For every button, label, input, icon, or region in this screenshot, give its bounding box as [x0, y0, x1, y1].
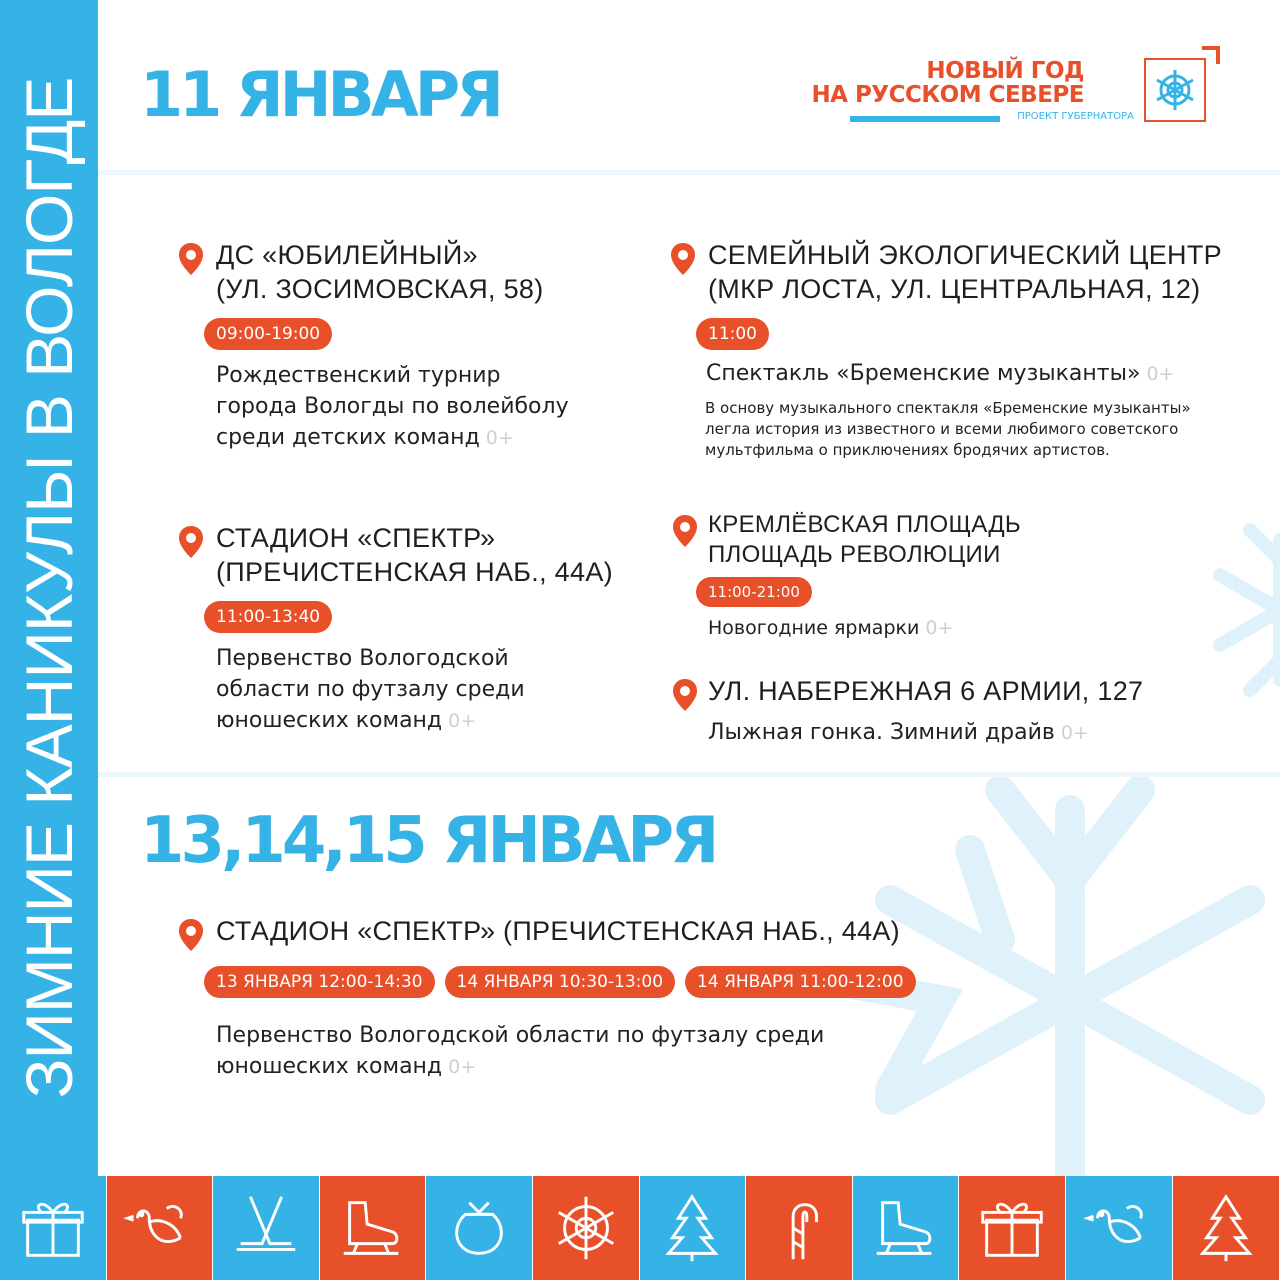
venue-line1: КРЕМЛЁВСКАЯ ПЛОЩАДЬ	[708, 511, 1021, 538]
time-badge: 11:00-21:00	[696, 577, 812, 607]
location-pin-icon	[178, 242, 204, 276]
event-title	[216, 643, 525, 737]
description-line: В основу музыкального спектакля «Бременские музыканты»	[705, 399, 1191, 417]
event-eco-center	[670, 238, 1270, 468]
event-title-line: юношеских команд	[216, 1054, 443, 1079]
location-pin-icon	[670, 242, 696, 276]
venue-name	[708, 674, 1143, 708]
time-badge: 11:00-13:40	[204, 601, 332, 633]
event-title	[216, 360, 569, 454]
event-spektr	[178, 521, 638, 741]
skate-icon	[853, 1176, 960, 1280]
event-title	[706, 358, 1174, 390]
bird-icon	[107, 1176, 214, 1280]
venue-line2: (ПРЕЧИСТЕНСКАЯ НАБ., 44А)	[216, 557, 613, 587]
candy-cane-icon	[746, 1176, 853, 1280]
venue-line1: ДС «ЮБИЛЕЙНЫЙ»	[216, 240, 478, 270]
event-kremlin-square	[672, 510, 1172, 650]
logo-line1: НОВЫЙ ГОД	[926, 58, 1084, 84]
logo-snowflake-icon	[1144, 58, 1206, 122]
snowflake-decoration-icon	[1170, 520, 1280, 700]
venue-line1: СТАДИОН «СПЕКТР»	[216, 523, 496, 553]
divider-top	[98, 170, 1280, 175]
skate-icon	[320, 1176, 427, 1280]
venue-line1: УЛ. НАБЕРЕЖНАЯ 6 АРМИИ, 127	[708, 676, 1144, 706]
description-line: легла история из известного и всеми любимого советского	[705, 420, 1179, 438]
event-title-line: Первенство Вологодской	[216, 646, 509, 671]
event-title-text: Новогодние ярмарки	[708, 617, 920, 639]
fir-tree-icon	[1173, 1176, 1280, 1280]
location-pin-icon	[672, 678, 698, 712]
event-description	[705, 398, 1191, 461]
location-pin-icon	[178, 525, 204, 559]
event-title	[708, 613, 953, 644]
logo-subtitle: ПРОЕКТ ГУБЕРНАТОРА	[1017, 111, 1134, 122]
footer-icon-strip	[0, 1176, 1280, 1280]
day-title-11: 11 ЯНВАРЯ	[140, 58, 500, 131]
event-title-line: Рождественский турнир	[216, 363, 501, 388]
gift-icon	[0, 1176, 107, 1280]
venue-line1: СТАДИОН «СПЕКТР» (ПРЕЧИСТЕНСКАЯ НАБ., 44А)	[216, 916, 900, 946]
bag-icon	[426, 1176, 533, 1280]
event-title	[708, 717, 1089, 749]
venue-line2: (УЛ. ЗОСИМОВСКАЯ, 58)	[216, 274, 544, 304]
location-pin-icon	[672, 514, 698, 548]
logo	[811, 44, 1226, 132]
time-badge: 09:00-19:00	[204, 318, 332, 350]
venue-line2: ПЛОЩАДЬ РЕВОЛЮЦИИ	[708, 541, 1001, 568]
event-spektr-multiday	[178, 914, 1078, 1094]
venue-name	[708, 510, 1021, 570]
age-rating: 0+	[1060, 722, 1089, 744]
event-title-line: среди детских команд	[216, 425, 480, 450]
time-badge: 11:00	[696, 318, 769, 350]
bird-icon	[1066, 1176, 1173, 1280]
venue-name	[708, 238, 1222, 306]
venue-line2: (МКР ЛОСТА, УЛ. ЦЕНТРАЛЬНАЯ, 12)	[708, 274, 1201, 304]
event-title-text: Лыжная гонка. Зимний драйв	[708, 720, 1055, 745]
sidebar-title: ЗИМНИЕ КАНИКУЛЫ В ВОЛОГДЕ	[12, 77, 86, 1099]
snowflake-icon	[533, 1176, 640, 1280]
logo-arrow-icon	[1198, 44, 1222, 68]
time-badge: 14 ЯНВАРЯ 10:30-13:00	[445, 966, 676, 998]
age-rating: 0+	[485, 427, 514, 449]
venue-name	[216, 521, 613, 589]
fir-tree-icon	[640, 1176, 747, 1280]
event-naberezhnaya	[672, 674, 1172, 754]
location-pin-icon	[178, 918, 204, 952]
venue-line1: СЕМЕЙНЫЙ ЭКОЛОГИЧЕСКИЙ ЦЕНТР	[708, 240, 1222, 270]
event-title-text: Спектакль «Бременские музыканты»	[706, 361, 1141, 386]
divider-middle	[98, 772, 1280, 777]
hockey-sticks-icon	[213, 1176, 320, 1280]
age-rating: 0+	[448, 1056, 477, 1078]
gift-icon	[959, 1176, 1066, 1280]
event-title-line: области по футзалу среди	[216, 677, 525, 702]
age-rating: 0+	[448, 710, 477, 732]
time-badge: 14 ЯНВАРЯ 11:00-12:00	[685, 966, 916, 998]
description-line: мультфильма о приключениях бродячих артистов.	[705, 441, 1110, 459]
venue-name	[216, 238, 544, 306]
time-badge: 13 ЯНВАРЯ 12:00-14:30	[204, 966, 435, 998]
age-rating: 0+	[1146, 363, 1175, 385]
event-title-line: Первенство Вологодской области по футзалу среди	[216, 1023, 825, 1048]
sidebar	[0, 0, 98, 1176]
logo-line2: НА РУССКОМ СЕВЕРЕ	[811, 82, 1084, 108]
event-title-line: юношеских команд	[216, 708, 443, 733]
venue-name	[216, 914, 900, 948]
event-title-line: города Вологды по волейболу	[216, 394, 569, 419]
logo-bar	[850, 116, 1000, 122]
day-title-13-15: 13,14,15 ЯНВАРЯ	[140, 804, 716, 878]
event-yubileyny	[178, 238, 618, 458]
event-title	[216, 1020, 824, 1083]
age-rating: 0+	[925, 617, 954, 639]
